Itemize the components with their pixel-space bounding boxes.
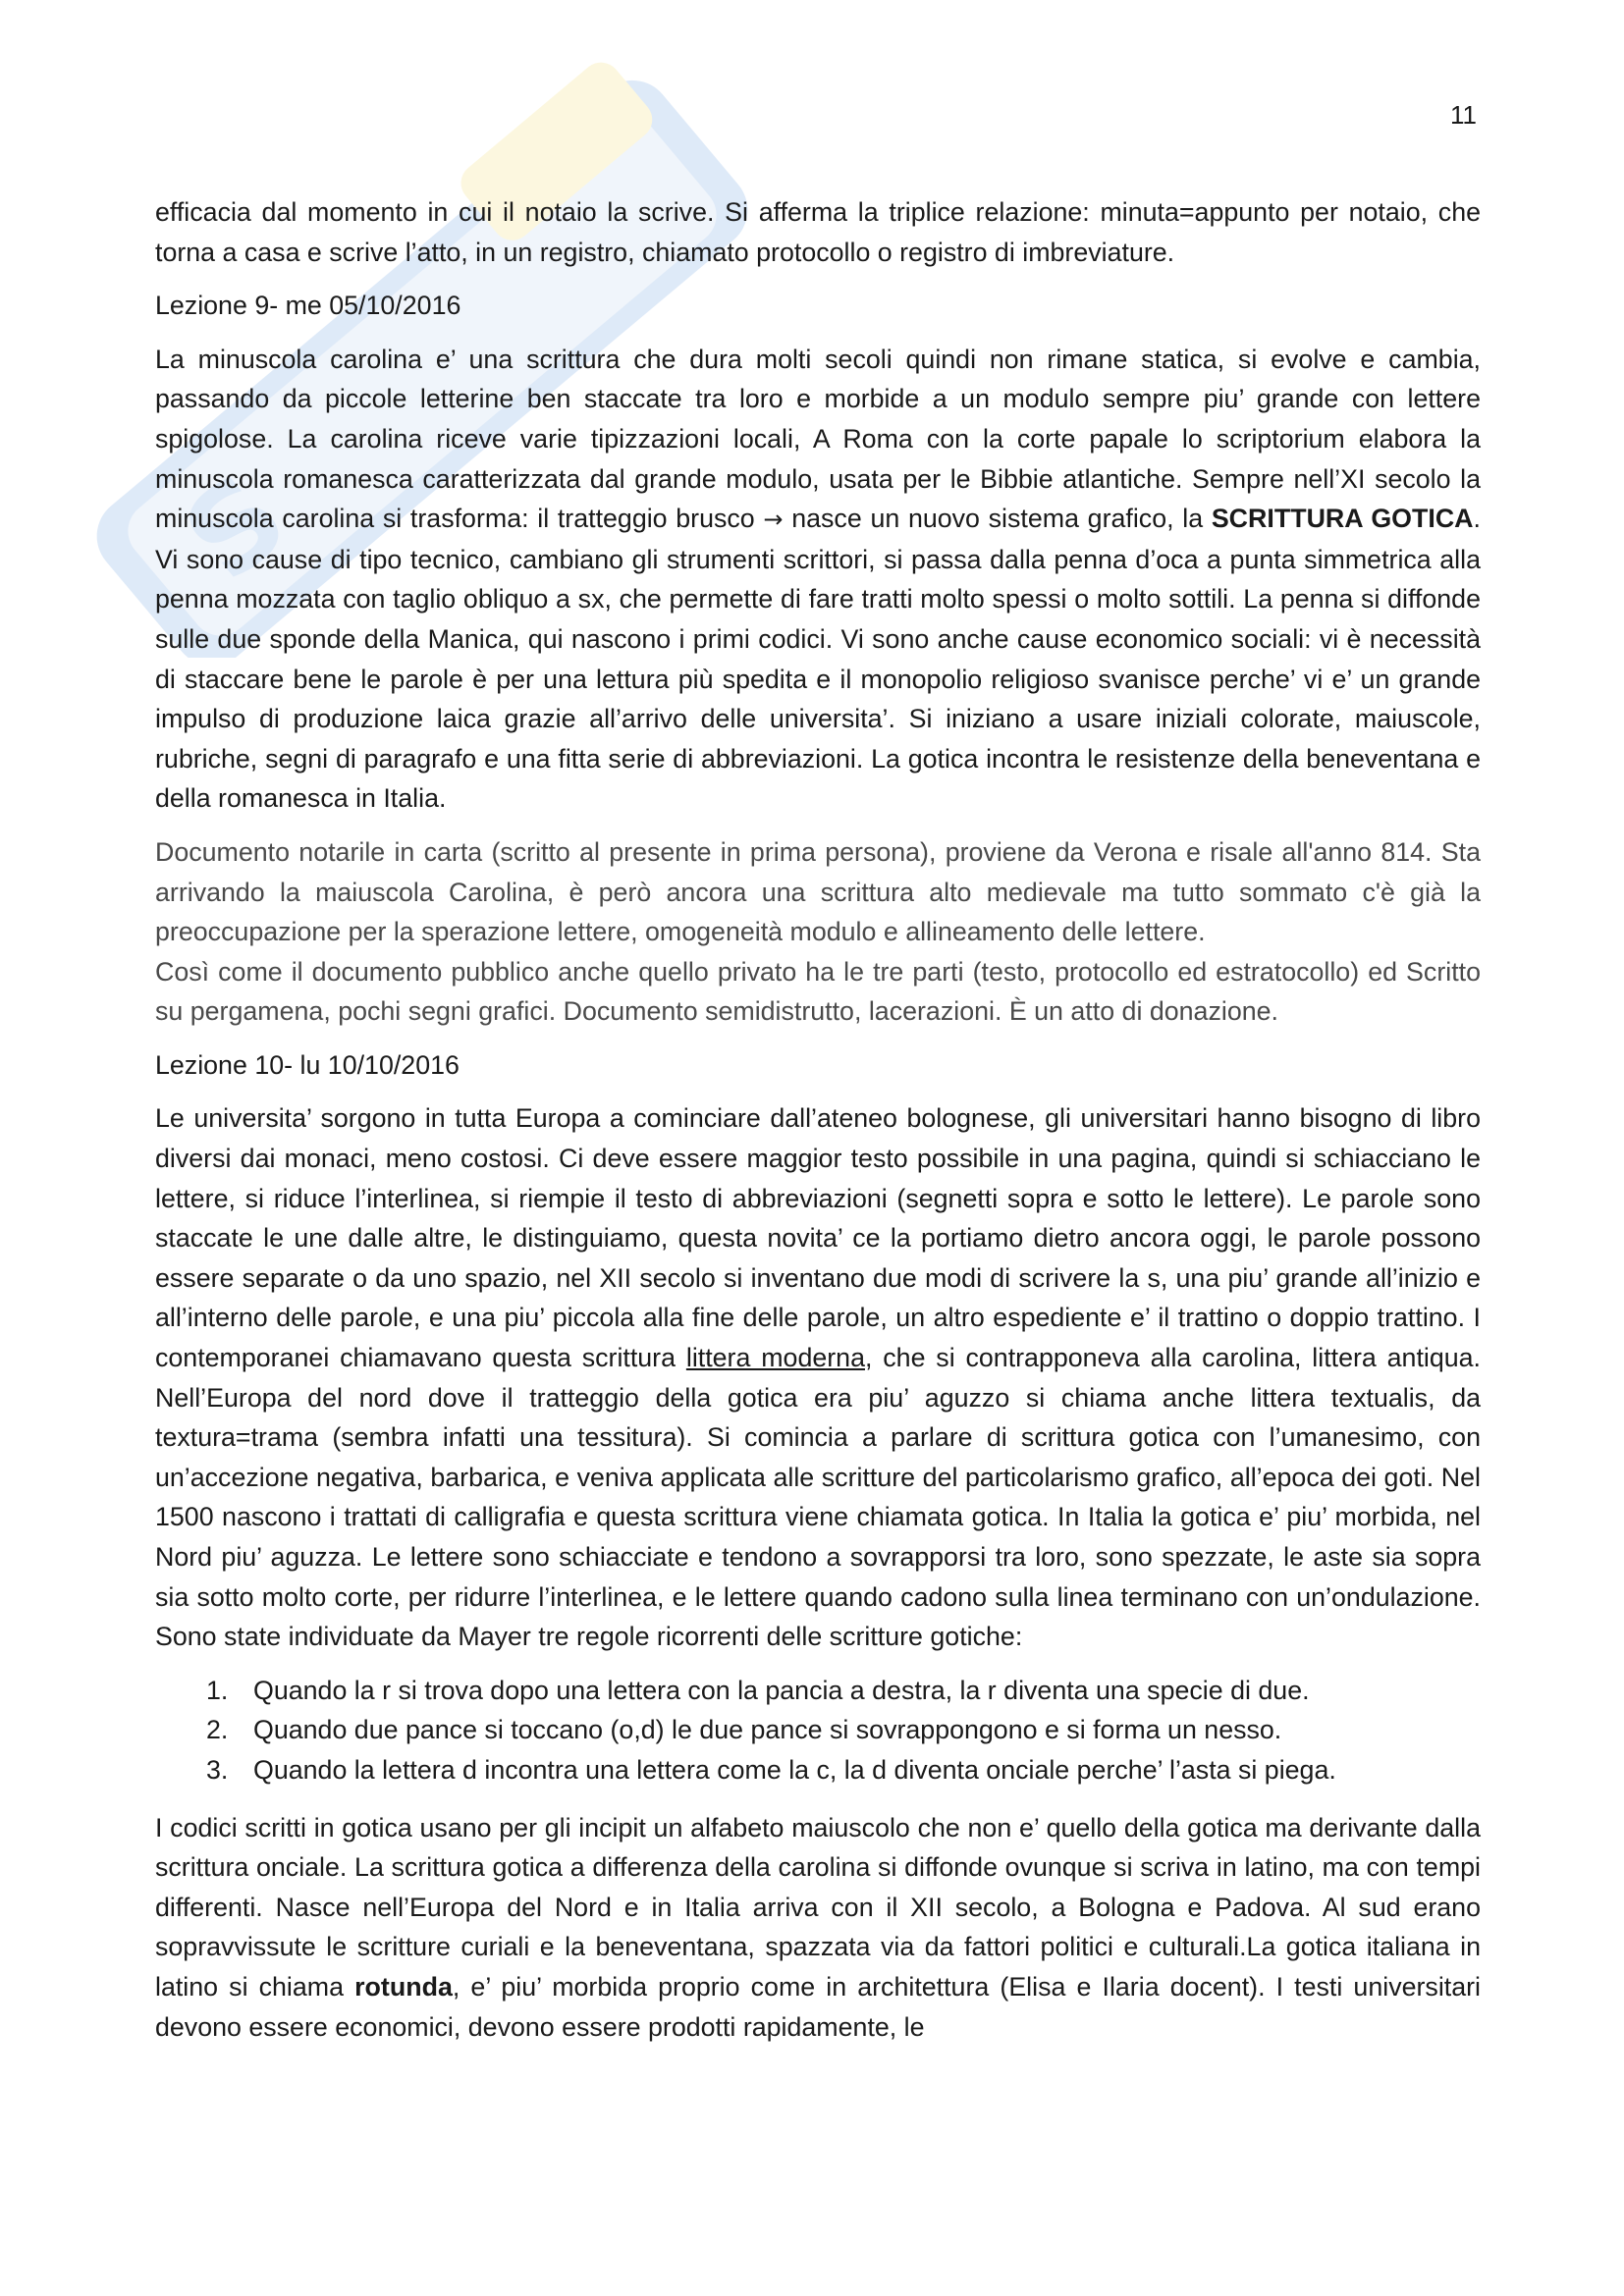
paragraph: I codici scritti in gotica usano per gli incipit un alfabeto maiuscolo che non e’ quello della gotica ma derivante dalla scrittura onciale. La scrittura gotica a differenza della carolina si diffonde ovunque si scriva in latino, ma con tempi differenti. Nasce nell’Europa del Nord e in Italia arriva con il XII secolo, a Bologna e Padova. Al sud erano sopravvissute le scritture curiali e la beneventana, spazzata via da fattori politici e culturali.La gotica italiana in latino si chiama rotunda, e’ piu’ morbida proprio come in architettura (Elisa e Ilaria docent). I testi universitari devono essere economici, devono essere prodotti rapidamente, le (155, 1812, 1481, 2042)
note-paragraph: Così come il documento pubblico anche quello privato ha le tre parti (testo, protocollo ed estratocollo) ed Scritto su pergamena, pochi segni grafici. Documento semidistrutto, lacerazioni. È un atto di donazione. (155, 956, 1481, 1027)
lesson-heading: Lezione 9- me 05/10/2016 (155, 291, 461, 321)
rules-list (155, 1671, 1481, 1790)
arrow-right-icon: → (763, 506, 784, 534)
svg-text:S: S (159, 449, 313, 609)
paragraph: efficacia dal momento in cui il notaio la scrive. Si afferma la triplice relazione: minuta=appunto per notaio, che torna a casa e scrive l’atto, in un registro, chiamato protocollo o registro di imbreviature. (155, 197, 1481, 267)
bold-term: rotunda (354, 1971, 453, 2002)
bold-term: SCRITTURA GOTICA (1211, 504, 1474, 534)
note-paragraph: Documento notarile in carta (scritto al presente in prima persona), proviene da Verona e risale all'anno 814. Sta arrivando la maiuscola Carolina, è però ancora una scrittura alto medievale ma tutto sommato c'è già la preoccupazione per la sperazione lettere, omogeneità modulo e allineamento delle lettere. (155, 836, 1481, 947)
list-item: 3. Quando la lettera d incontra una lettera come la c, la d diventa onciale perche’ l’asta si piega. (206, 1754, 1336, 1785)
paragraph: La minuscola carolina e’ una scrittura che dura molti secoli quindi non rimane statica, si evolve e cambia, passando da piccole letterine ben staccate tra loro e morbide a un modulo sempre piu’ grande con lettere spigolose. La carolina riceve varie tipizzazioni locali, A Roma con la corte papale lo scriptorium elabora la minuscola romanesca caratterizzata dal grande modulo, usata per le Bibbie atlantiche. Sempre nell’XI secolo la minuscola carolina si trasforma: il tratteggio brusco → nasce un nuovo sistema grafico, la SCRITTURA GOTICA. Vi sono cause di tipo tecnico, cambiano gli strumenti scrittori, si passa dalla penna d’oca a punta simmetrica alla penna mozzata con taglio obliquo a sx, che permette di fare tratti molto spessi o molto sottili. La penna si diffonde sulle due sponde della Manica, qui nascono i primi codici. Vi sono anche cause economico sociali: vi è necessità di staccare bene le parole è per una lettura più spedita e il monopolio religioso svanisce perche’ vi e’ un grande impulso di produzione laica grazie all’arrivo delle universita’. Si iniziano a usare iniziali colorate, maiuscole, rubriche, segni di paragrafo e una fitta serie di abbreviazioni. La gotica incontra le resistenze della beneventana e della romanesca in Italia. (155, 344, 1481, 814)
paragraph: Le universita’ sorgono in tutta Europa a cominciare dall’ateneo bolognese, gli universitari hanno bisogno di libro diversi dai monaci, meno costosi. Ci deve essere maggior testo possibile in una pagina, quindi si schiacciano le lettere, si riduce l’interlinea, si riempie il testo di abbreviazioni (segnetti sopra e sotto le lettere). Le parole sono staccate le une dalle altre, le distinguiamo, questa novita’ ce la portiamo dietro ancora oggi, le parole possono essere separate o da uno spazio, nel XII secolo si inventano due modi di scrivere la s, una piu’ grande all’inizio e all’interno delle parole, e una piu’ piccola alla fine delle parole, un altro espediente e’ il trattino o doppio trattino. I contemporanei chiamavano questa scrittura littera moderna, che si contrapponeva alla carolina, littera antiqua. Nell’Europa del nord dove il tratteggio della gotica era piu’ aguzzo si chiama anche littera textualis, da textura=trama (sembra infatti una tessitura). Si comincia a parlare di scrittura gotica con l’umanesimo, con un’accezione negativa, barbarica, e veniva applicata alle scritture del particolarismo grafico, all’epoca dei goti. Nel 1500 nascono i trattati di calligrafia e questa scrittura viene chiamata gotica. In Italia la gotica e’ piu’ morbida, nel Nord piu’ aguzza. Le lettere sono schiacciate e tendono a sovrapporsi tra loro, sono spezzate, le aste sia sopra sia sotto molto corte, per ridurre l’interlinea, e le lettere quando cadono sulla linea terminano con un’ondulazione. Sono state individuate da Mayer tre regole ricorrenti delle scritture gotiche: (155, 1103, 1482, 1652)
list-item: 1. Quando la r si trova dopo una lettera con la pancia a destra, la r diventa una specie di due. (206, 1675, 1310, 1705)
underlined-term: littera moderna (685, 1343, 865, 1373)
list-item: 2. Quando due pance si toccano (o,d) le due pance si sovrappongono e si forma un nesso. (206, 1715, 1282, 1745)
page-number: 11 (1450, 100, 1477, 130)
gray-note (155, 832, 1481, 1032)
lesson-heading: Lezione 10- lu 10/10/2016 (155, 1049, 460, 1080)
document-body (155, 192, 1481, 2060)
